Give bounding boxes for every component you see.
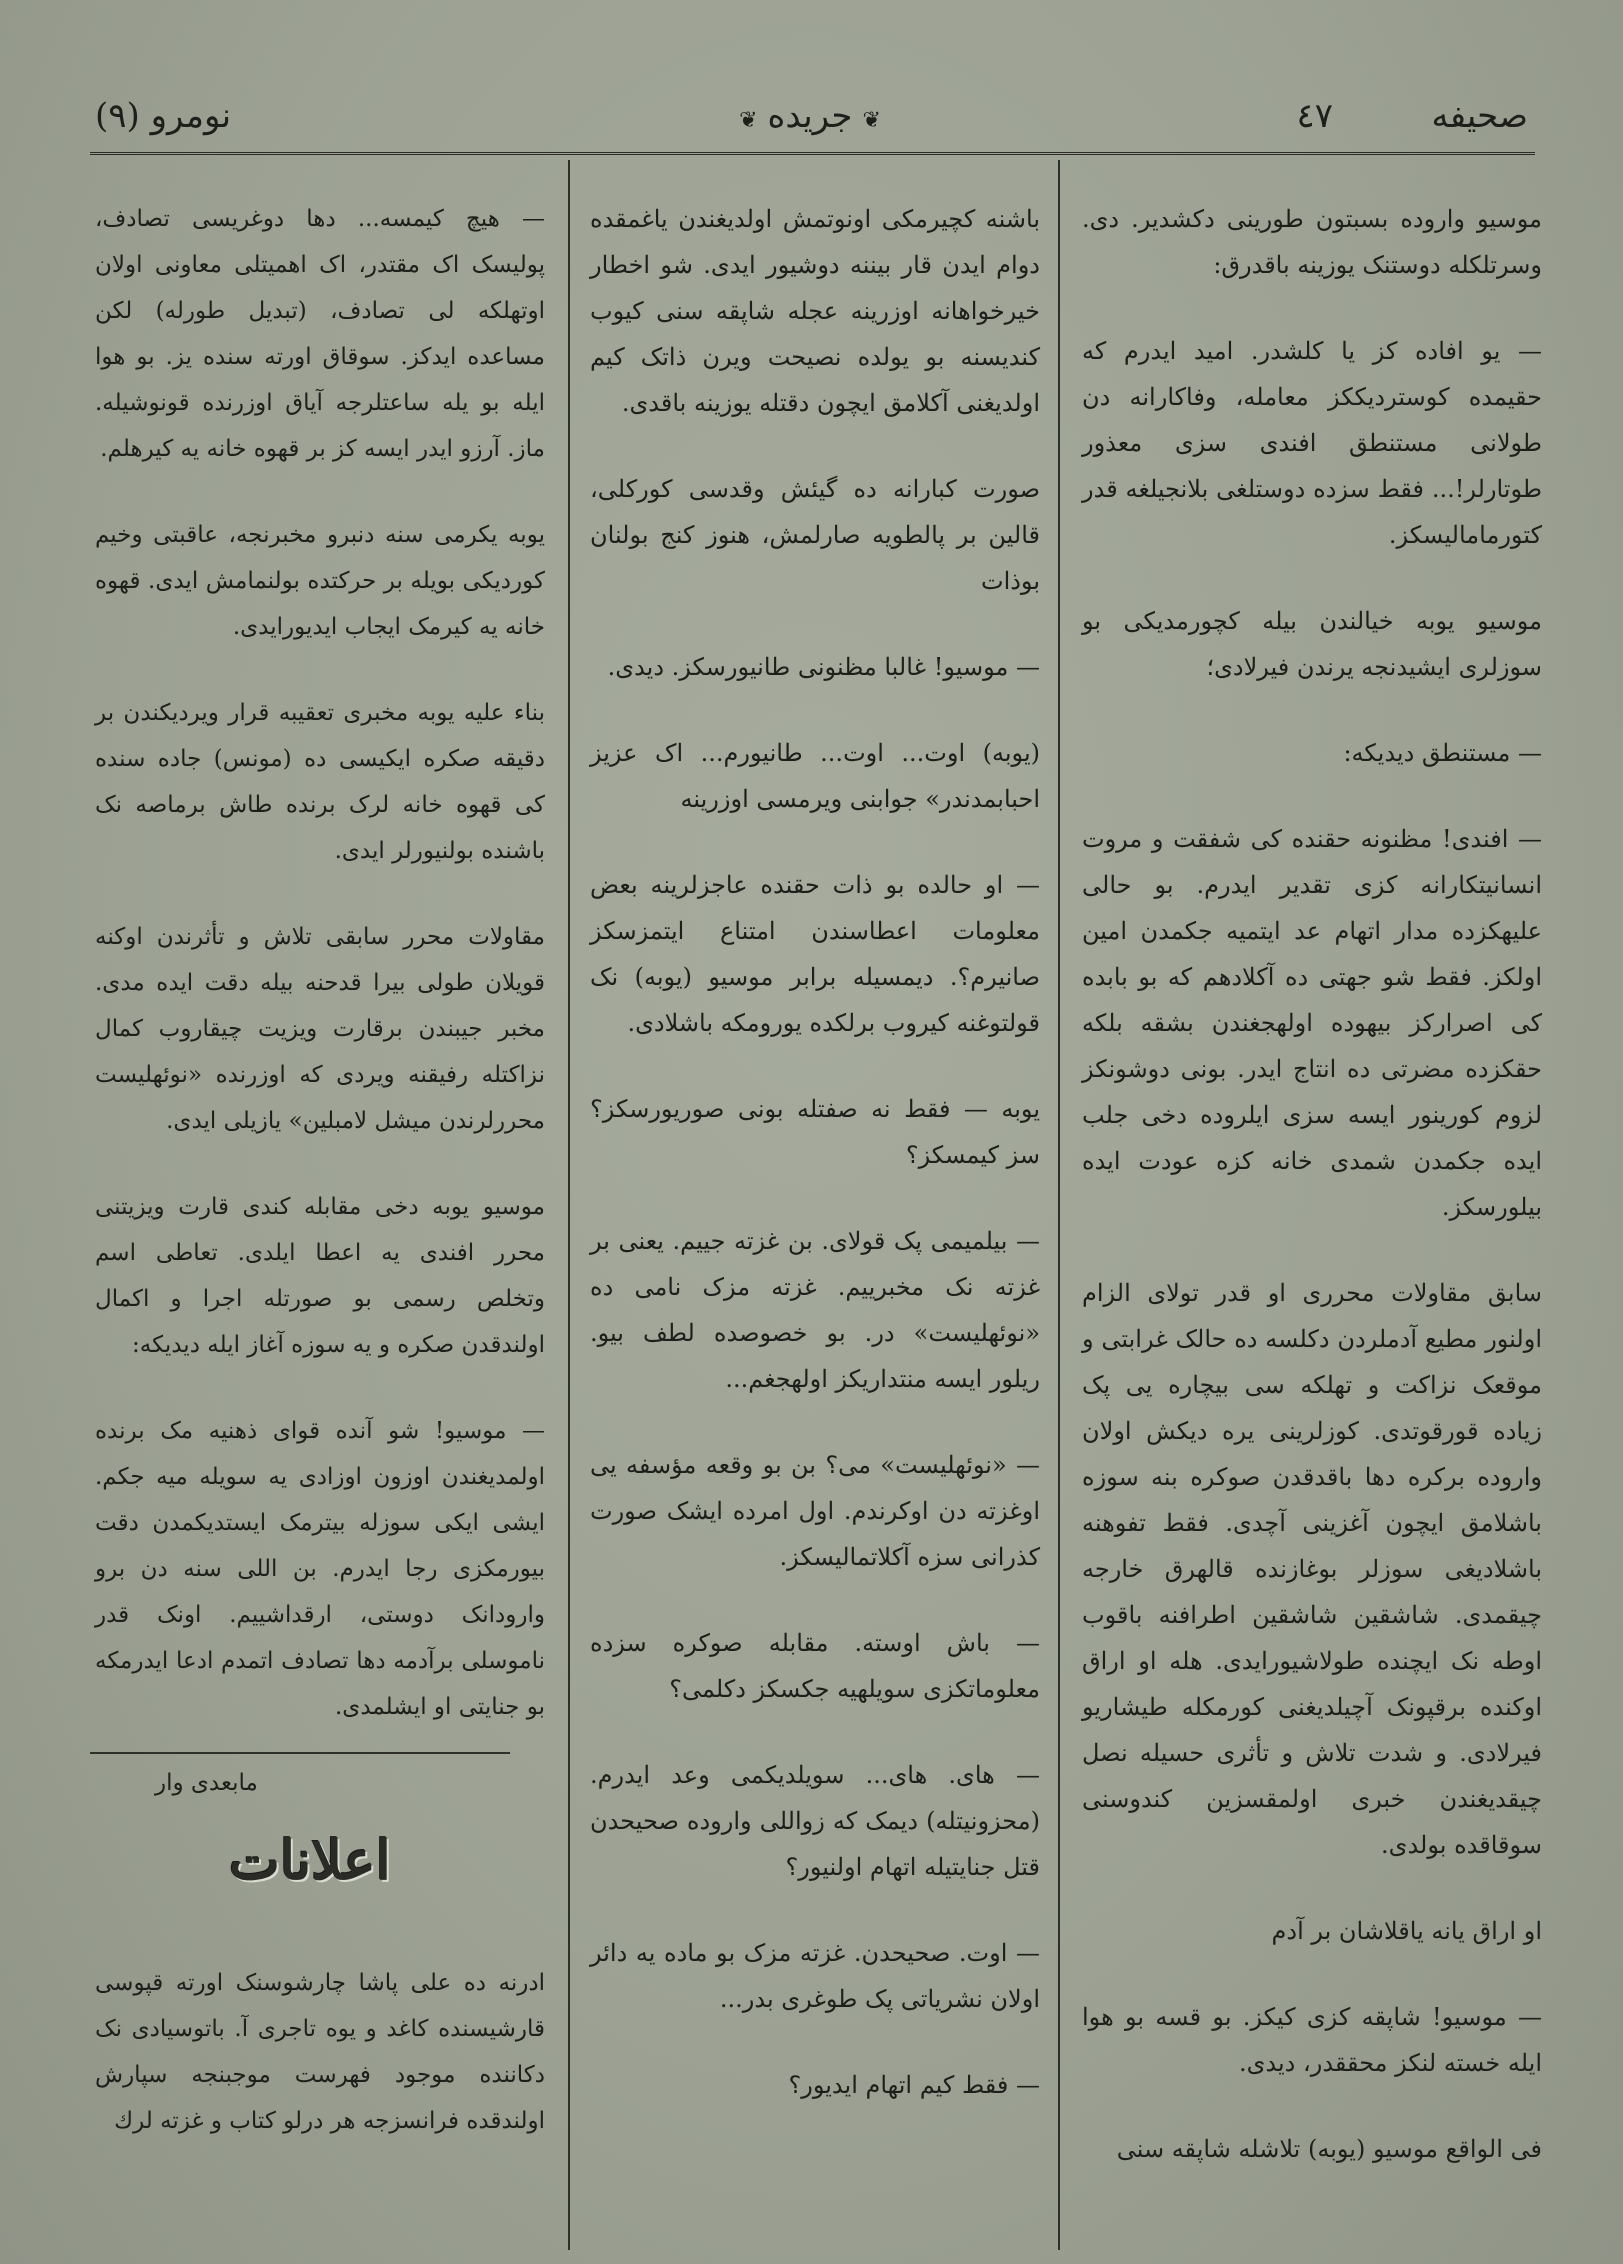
- paragraph: — او حالده بو ذات حقنده عاجزلرینه بعض معلومات اعطاسندن امتناع ایتمزسکز صانیرم؟. دیمسیله برابر موسیو (یوبه) نک قولتوغنه کیروب برلکده یورومکه باشلادی.: [590, 871, 1040, 1037]
- paragraph: او اراق یانه یاقلاشان بر آدم: [1271, 1917, 1542, 1945]
- column-middle: [590, 196, 1040, 2148]
- column-left: [95, 196, 545, 1846]
- section-title: اعلانات: [229, 1828, 391, 1892]
- paragraph: موسیو واروده بسبتون طورینی دکشدیر. دی. وسرتلکله دوستنک یوزینه باقدرق:: [1082, 205, 1542, 279]
- paragraph: فی الواقع موسیو (یوبه) تلاشله شاپقه سنی: [1116, 2135, 1542, 2163]
- section-rule: [90, 1752, 510, 1754]
- paragraph: مقاولات محرر سابقی تلاش و تأثرندن اوکنه قویلان طولی بیرا قدحنه بیله دقت ایده مدی. مخبر جیبندن برقارت ویزیت چیقاروب کمال نزاکتله رفیقنه ویردی که اوزرنده «نوئهلیست محررلرندن میشل لامبلین» یازیلی ایدی.: [95, 924, 545, 1134]
- column-right: [1082, 196, 1542, 2212]
- page-header: [0, 88, 1623, 158]
- column-divider: [568, 160, 570, 2250]
- paragraph: — مستنطق دیدیکه:: [1343, 739, 1542, 767]
- paragraph: — یو افاده کز یا کلشدر. امید ایدرم که حقیمده کوستردیککز معامله، وفاکارانه دن طولانی مستنطق افندی سزی معذور طوتارلر!... فقط سزده دوستلغی بلانجیلغه قدر کتورمامالیسکز.: [1082, 337, 1542, 549]
- paragraph: موسیو یوبه خیالندن بیله کچورمدیکی بو سوزلری ایشیدنجه یرندن فیرلادی؛: [1082, 607, 1542, 681]
- paragraph: — افندی! مظنونه حقنده کی شفقت و مروت انسانیتکارانه کزی تقدیر ایدرم. بو حالی علیهکزده مدار اتهام عد ایتمیه جکمدن امین اولکز. فقط شو جهتی ده آکلادهم که بو بابده کی اصرارکز بیهوده اولهجغندن بشقه بلکه حقکزده مضرتی ده انتاج ایدر. بونی دوشونکز لزوم کورینور ایسه سزی ایلروده دخی جلب ایده جکمدن شمدی خانه کزه عودت ایده بیلورسکز.: [1082, 825, 1542, 1221]
- paragraph: باشنه کچیرمکی اونوتمش اولدیغندن یاغمقده دوام ایدن قار بیننه دوشیور ایدی. شو اخطار خیرخواهانه اوزرینه عجله شاپقه سنی کیوب کندیسنه بو یولده نصیحت ویرن ذاتک کیم اولدیغنی آکلامق ایچون دقتله یوزینه باقدی.: [590, 205, 1040, 417]
- announcement: [95, 1960, 545, 2184]
- issue-number: نومرو (٩): [95, 96, 232, 136]
- announcement-text: ادرنه ده علی پاشا چارشوسنک اورته قپوسی قارشیسنده کاغد و یوه تاجری آ. باتوسیادی نک دکاننده موجود فهرست موجبنجه سپارش اولندقده فرانسزجه هر درلو کتاب و غزته لرك: [95, 1970, 545, 2134]
- paragraph: — بیلمیمی پک قولای. بن غزته جییم. یعنی بر غزته نک مخبرییم. غزته مزک نامی ده «نوئهلیست» در. بو خصوصده لطف بیو. ریلور ایسه منتداریکز اولهجغم...: [590, 1227, 1040, 1393]
- paragraph: — فقط کیم اتهام ایدیور؟: [788, 2071, 1040, 2099]
- continued-note: مابعدی وار: [155, 1770, 258, 1796]
- paragraph: یوبه یکرمی سنه دنبرو مخبرنجه، عاقبتی وخیم کوردیکی بویله بر حرکتده بولنمامش ایدی. قهوه خانه یه کیرمک ایجاب ایدیورایدی.: [95, 522, 545, 640]
- paragraph: — های. های... سویلدیکمی وعد ایدرم. (محزونیتله) دیمک که زواللی واروده صحیحدن قتل جنایتیله اتهام اولنیور؟: [590, 1761, 1040, 1881]
- paragraph: سابق مقاولات محرری او قدر تولای الزام اولنور مطیع آدملردن دکلسه ده حالک غرابتی و موقعک نزاکت و تهلکه سی بیچاره یی پک زیاده قورقوتدی. کوزلرینی یره دیکش اولان واروده برکره دها باقدقدن صوکره بنه سوزه باشلامق ایچون آغزینی آچدی. فقط تفوهنه باشلادیغی سوزلر بوغازنده قالهرق خارجه چیقمدی. شاشقین شاشقین اطرافنه باقوب اوطه نک ایچنده طولاشیورایدی. هله او اراق اوکنده برقپونک آچیلدیغنی کورمکله طیشاریو فیرلادی. و شدت تلاش و تأثری حسیله نصل چیقدیغندن خبری اولمقسزین کندوسنی سوقاقده بولدی.: [1082, 1279, 1542, 1859]
- paragraph: موسیو یوبه دخی مقابله کندی قارت ویزیتنی محرر افندی یه اعطا ایلدی. تعاطی اسم وتخلص رسمی بو صورتله اجرا و اکمال اولندقدن صکره و یه سوزه آغاز ایله دیدیکه:: [95, 1194, 545, 1358]
- ornament-icon: ❦: [739, 108, 758, 133]
- paragraph: صورت کبارانه ده گیئش وقدسی کورکلی، قالین بر پالطویه صارلمش، هنوز کنج بولنان بوذات: [590, 475, 1040, 595]
- masthead: [690, 96, 930, 136]
- page-label: صحیفه: [1431, 96, 1528, 136]
- header-rule: [90, 152, 1535, 155]
- paragraph: — اوت. صحیحدن. غزته مزک بو ماده یه دائر اولان نشریاتی پک طوغری بدر...: [590, 1939, 1040, 2013]
- paragraph: — «نوئهلیست» می؟ بن بو وقعه مؤسفه یی اوغزته دن اوکرندم. اول امرده ایشک صورت کذرانی سزه آکلاتمالیسکز.: [590, 1451, 1040, 1571]
- paragraph: — موسیو! شاپقه کزی کیکز. بو قسه بو هوا ایله خسته لنکز محققدر، دیدی.: [1082, 2003, 1542, 2077]
- masthead-title: جریده: [767, 96, 853, 136]
- paragraph: (یوبه) اوت... اوت... طانیورم... اک عزیز احبابمدندر» جوابنی ویرمسی اوزرینه: [590, 739, 1040, 813]
- ornament-icon: ❦: [862, 108, 881, 133]
- paragraph: یوبه — فقط نه صفتله بونی صوریورسکز؟ سز کیمسکز؟: [590, 1095, 1040, 1169]
- paragraph: — هیچ کیمسه... دها دوغریسی تصادف، پولیسک اک مقتدر، اک اهمیتلی معاونی اولان اوتهلکه لی تصادف، (تبدیل طورله) لکن مساعده ایدکز. سوقاق اورته سنده یز. بو هوا ایله بو یله ساعتلرجه آیاق اوزرنده قونوشیله. ماز. آرزو ایدر ایسه کز بر قهوه خانه یه کیرهلم.: [95, 206, 545, 462]
- paragraph: — موسیو! غالبا مظنونی طانیورسکز. دیدی.: [607, 653, 1040, 681]
- page-number: ٤٧: [1296, 96, 1333, 136]
- paragraph: بناء علیه یوبه مخبری تعقیبه قرار ویردیکندن بر دقیقه صکره ایکیسی ده (مونس) جاده سنده کی قهوه خانه لرک برنده طاش برماصه نک باشنده بولنیورلر ایدی.: [95, 700, 545, 864]
- paragraph: — موسیو! شو آنده قوای ذهنیه مک برنده اولمدیغندن اوزون اوزادی یه سویله میه جکم. ایشی ایکی سوزله بیترمک ایستدیکمدن دقت بیورمکزی رجا ایدرم. بن اللی سنه دن برو وارودانک دوستی، ارقداشییم. اونک قدر ناموسلی برآدمه دها تصادف اتمدم ادعا ایدرمکه بو جنایتی او ایشلمدی.: [95, 1418, 545, 1720]
- paragraph: — باش اوسته. مقابله صوکره سزده معلوماتکزی سویلهیه جکسکز دکلمی؟: [590, 1629, 1040, 1703]
- column-divider: [1058, 160, 1060, 2250]
